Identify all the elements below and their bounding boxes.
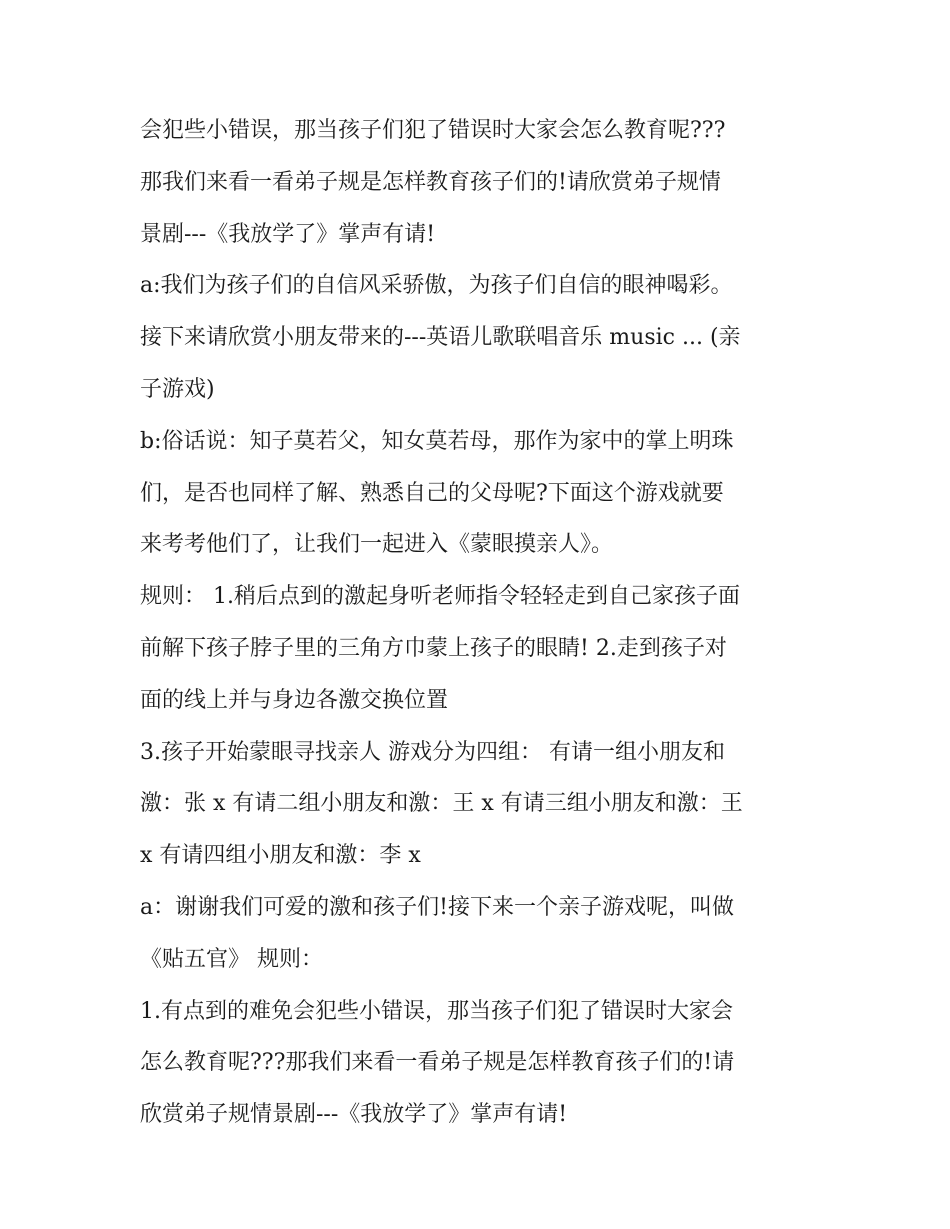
text-line: 来考考他们了，让我们一起进入《蒙眼摸亲人》。 — [140, 532, 614, 558]
text-line: 会犯些小错误，那当孩子们犯了错误时大家会怎么教育呢??? — [140, 118, 726, 143]
text-line: 规则： 1.稍后点到的激起身听老师指令轻轻走到自己家孩子面 — [140, 584, 740, 610]
text-line: 欣赏弟子规情景剧---《我放学了》掌声有请! — [140, 1102, 568, 1128]
text-line: 怎么教育呢???那我们来看一看弟子规是怎样教育孩子们的!请 — [140, 1050, 735, 1076]
text-line: 前解下孩子脖子里的三角方巾蒙上孩子的眼睛! 2.走到孩子对 — [140, 635, 727, 661]
text-line: 那我们来看一看弟子规是怎样教育孩子们的!请欣赏弟子规情 — [140, 169, 721, 195]
text-line: 子游戏) — [140, 376, 215, 402]
text-line: x 有请四组小朋友和激：李 x — [140, 843, 421, 869]
text-line: 激：张 x 有请二组小朋友和激：王 x 有请三组小朋友和激：王 — [140, 791, 743, 817]
text-line: 们，是否也同样了解、熟悉自己的父母呢?下面这个游戏就要 — [140, 480, 724, 506]
text-line: 景剧---《我放学了》掌声有请! — [140, 221, 436, 247]
text-line: 3.孩子开始蒙眼寻找亲人 游戏分为四组： 有请一组小朋友和 — [140, 739, 725, 765]
text-line: a：谢谢我们可爱的激和孩子们!接下来一个亲子游戏呢，叫做 — [140, 894, 734, 920]
text-line: 《贴五官》 规则： — [140, 946, 323, 972]
text-line: 1.有点到的难免会犯些小错误，那当孩子们犯了错误时大家会 — [140, 998, 733, 1024]
document-page — [140, 112, 820, 1148]
text-line: 面的线上并与身边各激交换位置 — [140, 687, 449, 713]
text-line: b:俗话说：知子莫若父，知女莫若母，那作为家中的掌上明珠 — [140, 428, 734, 454]
text-line: 接下来请欣赏小朋友带来的---英语儿歌联唱音乐 music ... (亲 — [140, 325, 741, 351]
text-line: a:我们为孩子们的自信风采骄傲，为孩子们自信的眼神喝彩。 — [140, 273, 733, 299]
